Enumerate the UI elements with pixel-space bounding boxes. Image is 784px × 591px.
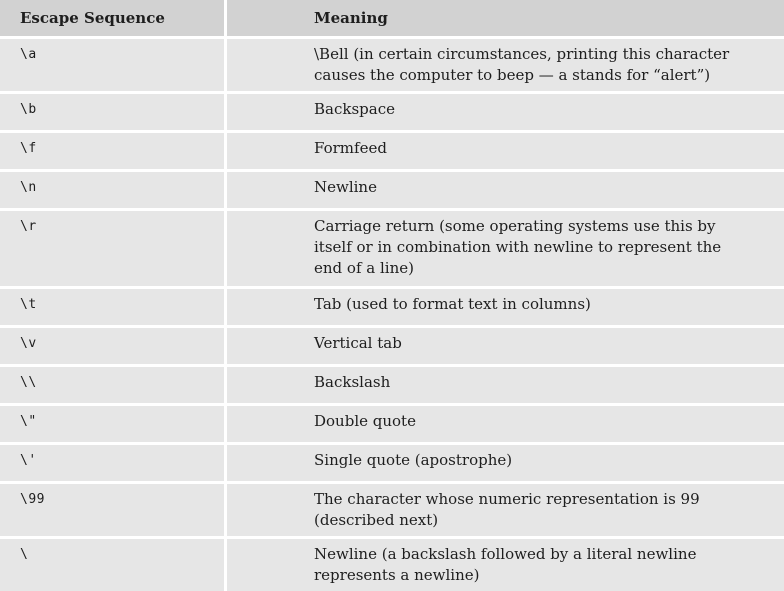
escape-sequence-cell: \b: [0, 94, 224, 130]
table-row: [0, 172, 784, 208]
table-row: [0, 328, 784, 364]
escape-sequence-cell: \v: [0, 328, 224, 364]
table-row: [0, 133, 784, 169]
meaning-cell: The character whose numeric representation is 99 (described next): [227, 484, 784, 536]
meaning-cell: Newline (a backslash followed by a literal newline represents a newline): [227, 539, 784, 591]
meaning-cell: Carriage return (some operating systems use this by itself or in combination with newline to represent the end of a line): [227, 211, 784, 286]
table-row: [0, 289, 784, 325]
meaning-cell: \Bell (in certain circumstances, printing this character causes the computer to beep — a stands for “alert”): [227, 39, 784, 91]
meaning-cell: Formfeed: [227, 133, 784, 169]
escape-sequence-cell: \t: [0, 289, 224, 325]
escape-sequence-cell: \n: [0, 172, 224, 208]
escape-sequence-cell: \f: [0, 133, 224, 169]
escape-sequence-cell: \: [0, 539, 224, 591]
meaning-cell: Backslash: [227, 367, 784, 403]
column-header-escape-sequence: Escape Sequence: [0, 0, 224, 36]
table-row: [0, 484, 784, 536]
escape-sequence-cell: \": [0, 406, 224, 442]
escape-sequence-cell: \': [0, 445, 224, 481]
table-row: [0, 539, 784, 591]
table-row: [0, 367, 784, 403]
escape-sequence-cell: \r: [0, 211, 224, 286]
meaning-cell: Backspace: [227, 94, 784, 130]
table-row: [0, 406, 784, 442]
table-row: [0, 39, 784, 91]
meaning-cell: Single quote (apostrophe): [227, 445, 784, 481]
meaning-cell: Vertical tab: [227, 328, 784, 364]
column-header-meaning: Meaning: [227, 0, 784, 36]
escape-sequence-cell: \\: [0, 367, 224, 403]
table-row: [0, 445, 784, 481]
meaning-cell: Double quote: [227, 406, 784, 442]
table-row: [0, 94, 784, 130]
meaning-cell: Tab (used to format text in columns): [227, 289, 784, 325]
table-header-row: [0, 0, 784, 36]
table-row: [0, 211, 784, 286]
escape-sequence-cell: \99: [0, 484, 224, 536]
escape-sequence-cell: \a: [0, 39, 224, 91]
meaning-cell: Newline: [227, 172, 784, 208]
